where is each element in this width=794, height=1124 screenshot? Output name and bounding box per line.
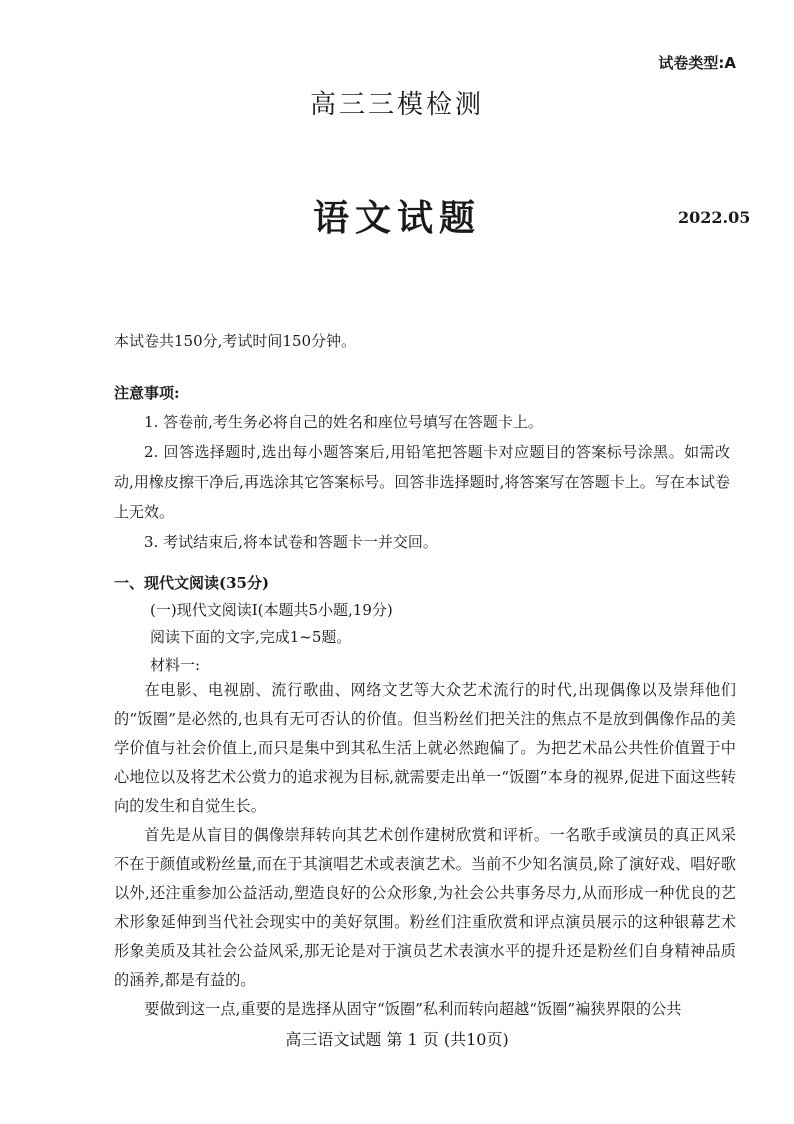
notice-item-3: 3. 考试结束后,将本试卷和答题卡一并交回。 xyxy=(144,533,438,551)
notice-item-1: 1. 答卷前,考生务必将自己的姓名和座位号填写在答题卡上。 xyxy=(144,413,543,431)
notice-list xyxy=(114,407,730,557)
subject-title: 语文试题 xyxy=(312,197,481,239)
page-footer: 高三语文试题 第 1 页 (共10页) xyxy=(285,1030,509,1049)
section-title: 一、现代文阅读(35分) xyxy=(114,574,270,592)
sub-section-title: (一)现代文阅读I(本题共5小题,19分) xyxy=(150,601,393,619)
notice-title: 注意事项: xyxy=(114,384,180,402)
passage-paragraph-2: 首先是从盲目的偶像崇拜转向其艺术创作建树欣赏和评析。一名歌手或演员的真正风采不在于颜值或粉丝量,而在于其演唱艺术或表演艺术。当前不少知名演员,除了演好戏、唱好歌以外,还注重参加公益活动,塑造良好的公众形象,为社会公共事务尽力,从而形成一种优良的艺术形象延伸到当代社会现实中的美好氛围。粉丝们注重欣赏和评点演员展示的这种银幕艺术形象美质及其社会公益风采,那无论是对于演员艺术表演水平的提升还是粉丝们自身精神品质的涵养,都是有益的。 xyxy=(114,826,736,989)
exam-intro: 本试卷共150分,考试时间150分钟。 xyxy=(114,332,357,350)
reading-passage xyxy=(114,676,736,1024)
paper-type-label: 试卷类型:A xyxy=(658,54,736,72)
reading-instruction: 阅读下面的文字,完成1~5题。 xyxy=(150,628,352,646)
exam-name: 高三三模检测 xyxy=(309,90,484,120)
passage-paragraph-1: 在电影、电视剧、流行歌曲、网络文艺等大众艺术流行的时代,出现偶像以及崇拜他们的“饭圈”是必然的,也具有无可否认的价值。但当粉丝们把关注的焦点不是放到偶像作品的美学价值与社会价值上,而只是集中到其私生活上就必然跑偏了。为把艺术品公共性价值置于中心地位以及将艺术公赏力的追求视为目标,就需要走出单一“饭圈”本身的视界,促进下面这些转向的发生和自觉生长。 xyxy=(114,681,736,815)
passage-paragraph-3: 要做到这一点,重要的是选择从固守“饭圈”私利而转向超越“饭圈”褊狭界限的公共 xyxy=(144,1000,682,1018)
notice-item-2: 2. 回答选择题时,选出每小题答案后,用铅笔把答题卡对应题目的答案标号涂黑。如需改动,用橡皮擦干净后,再选涂其它答案标号。回答非选择题时,将答案写在答题卡上。写在本试卷上无效。 xyxy=(114,443,730,521)
exam-date: 2022.05 xyxy=(678,208,751,227)
material-label: 材料一: xyxy=(150,656,201,674)
